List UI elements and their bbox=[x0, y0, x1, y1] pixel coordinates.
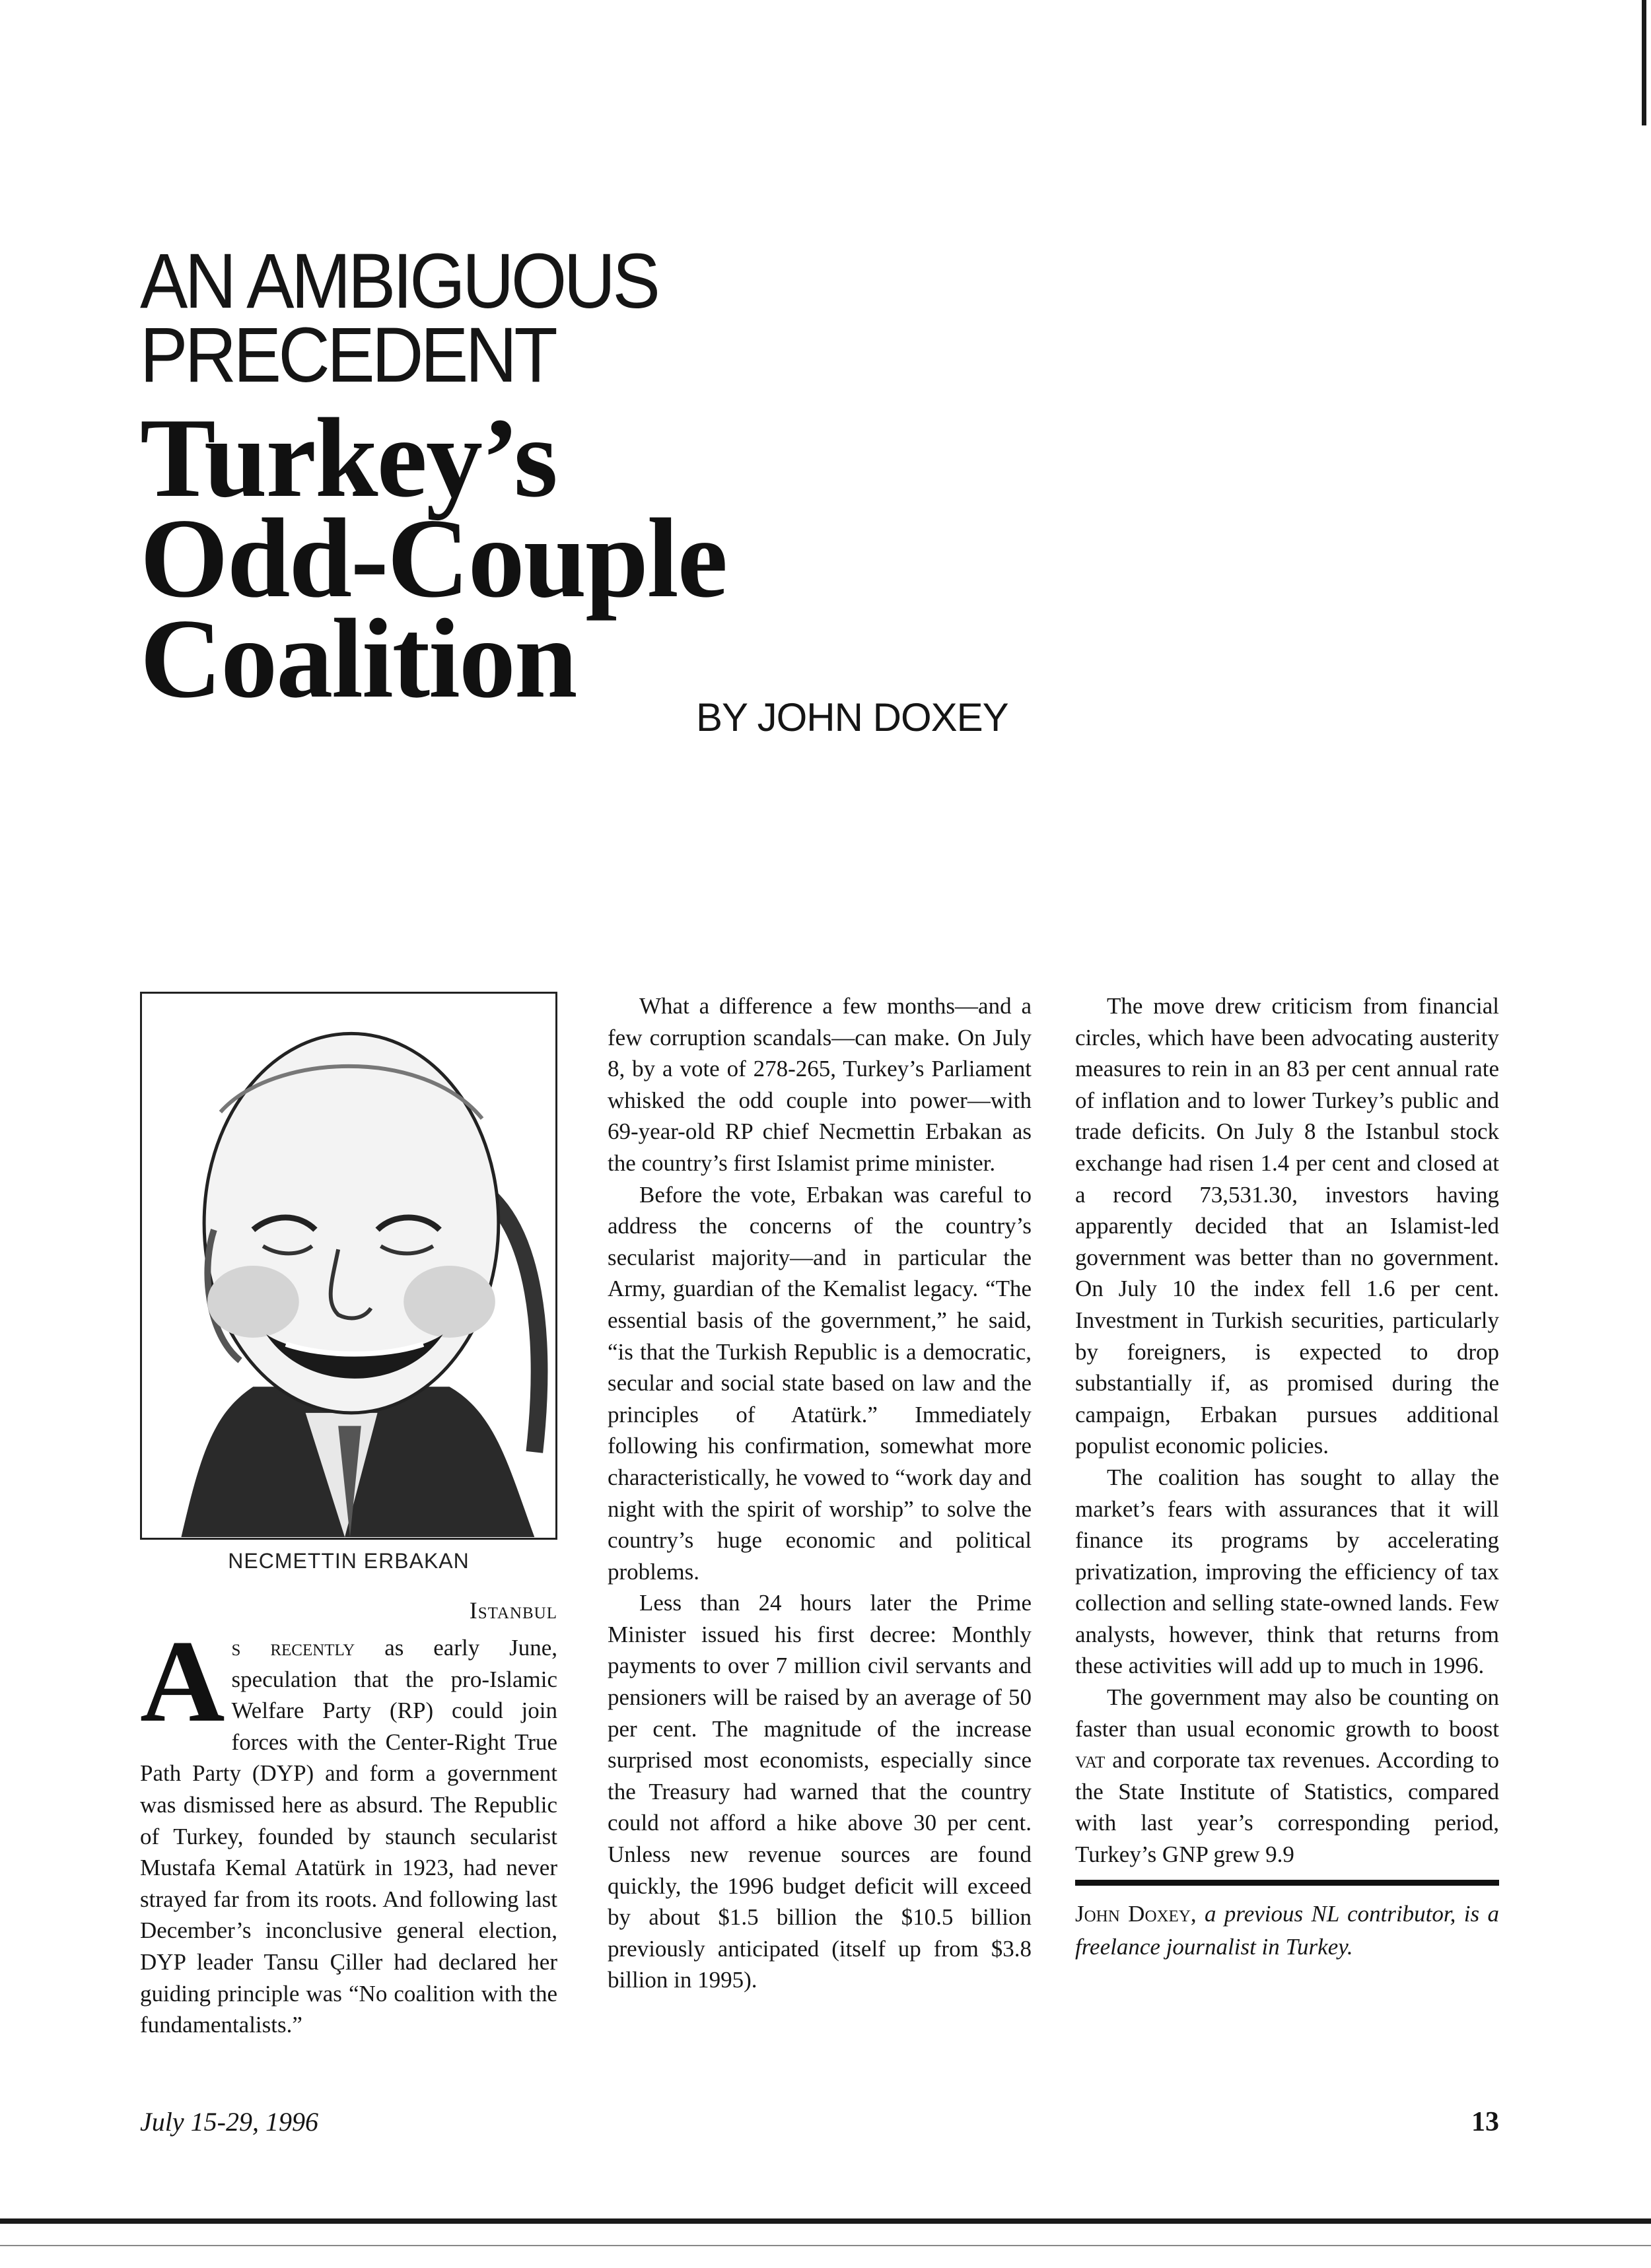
bottom-rule bbox=[0, 2218, 1651, 2224]
paragraph: Before the vote, Erbakan was careful to address the concerns of the country’s secularist majority—and in particular the Army, guardian of the Kemalist legacy. “The essential basis of the government,” he said, “is that the Turkish Republic is a democratic, secular and social state based on law and the principles of Atatürk.” Immediately following his confirmation, somewhat more characteristically, he vowed to “work day and night with the spirit of worship” to solve the country’s huge economic and political problems. bbox=[608, 1181, 1032, 1585]
drop-cap: A bbox=[140, 1616, 225, 1746]
paragraph: Less than 24 hours later the Prime Minister issued his first decree: Monthly payments to over 7 million civil servants and pensioners will be raised by an average of 50 per cent. The magnitude of the increase surprised most economists, especially since the Treasury had warned that the country could not afford a hike above 30 per cent. Unless new revenue sources are found quickly, the 1996 budget deficit will exceed by about $1.5 billion the $10.5 billion previously anticipated (itself up from $3.8 billion in 1995). bbox=[608, 1590, 1032, 1993]
lead-in: s recently bbox=[231, 1635, 355, 1661]
article-kicker bbox=[140, 238, 991, 399]
bottom-rule-thin bbox=[0, 2245, 1651, 2246]
paragraph: The coalition has sought to allay the market’s fears with assurances that it will finance its programs by accelerating privatization, improving the efficiency of tax collection and selling state-owned lands. Few analysts, however, think that returns from these activities will add up to much in 1996. bbox=[1075, 1464, 1499, 1679]
kicker-line-1: AN AMBIGUOUS bbox=[140, 238, 658, 325]
paragraph bbox=[1075, 1682, 1499, 1871]
paragraph bbox=[140, 1616, 557, 2041]
paragraph-text: and corporate tax revenues. According to the State Institute of Statistics, compared with last year’s corresponding period, Turkey’s GNP grew 9.9 bbox=[1075, 1747, 1499, 1868]
title-line-3: Coalition bbox=[140, 596, 577, 722]
dateline: Istanbul bbox=[469, 1597, 557, 1624]
portrait-illustration bbox=[140, 992, 557, 1540]
paragraph: The move drew criticism from financial circles, which have been advocating austerity measures to rein in an 83 per cent annual rate of inflation and to lower Turkey’s public and trade deficits. On July 8 the Istanbul stock exchange had risen 1.4 per cent and closed at a record 73,531.30, investors having apparently decided that an Islamist-led government was better than no government. On July 10 the index fell 1.6 per cent. Investment in Turkish securities, particularly by foreigners, is expected to drop substantially if, as promised during the campaign, Erbakan pursues additional populist economic policies. bbox=[1075, 993, 1499, 1459]
page-number: 13 bbox=[1471, 2107, 1499, 2137]
page-edge-rule bbox=[1642, 0, 1646, 125]
illustration-caption: NECMETTIN ERBAKAN bbox=[228, 1549, 470, 1573]
paragraph: What a difference a few months—and a few corruption scandals—can make. On July 8, by a vote of 278-265, Turkey’s Parliament whisked the odd couple into power—with 69-year-old RP chief Necmettin Erbakan as the country’s first Islamist prime minister. bbox=[608, 993, 1032, 1176]
bio-divider bbox=[1075, 1880, 1499, 1886]
paragraph-text: The government may also be counting on faster than usual economic growth to boost bbox=[1075, 1684, 1499, 1742]
byline: BY JOHN DOXEY bbox=[696, 695, 1008, 739]
text-column-2 bbox=[608, 990, 1032, 1996]
author-bio bbox=[1075, 1898, 1499, 1964]
text-column-1 bbox=[140, 1616, 557, 2041]
title-line-1: Turkey’s bbox=[140, 395, 557, 521]
kicker-line-2: PRECEDENT bbox=[140, 312, 555, 399]
text-column-3 bbox=[1075, 990, 1499, 1964]
paragraph-text: as early June, speculation that the pro-Islamic Welfare Party (RP) could join forces with the Center-Right True Path Party (DYP) and form a government was dismissed here as absurd. The Republic of Turkey, founded by staunch secularist Mustafa Kemal Atatürk in 1923, had never strayed far from its roots. And following last December’s inconclusive general election, DYP leader Tansu Çiller had declared her guiding principle was “No coalition with the fundamentalists.” bbox=[140, 1635, 557, 2038]
title-line-2: Odd-Couple bbox=[140, 496, 727, 621]
bio-author-name: John Doxey, bbox=[1075, 1900, 1197, 1927]
issue-date: July 15-29, 1996 bbox=[140, 2107, 318, 2137]
bio-text: a previous NL contributor, is a freelance journalist in Turkey. bbox=[1075, 1900, 1499, 1960]
vat-term: vat bbox=[1075, 1747, 1106, 1773]
caricature-drawing bbox=[142, 994, 555, 1538]
